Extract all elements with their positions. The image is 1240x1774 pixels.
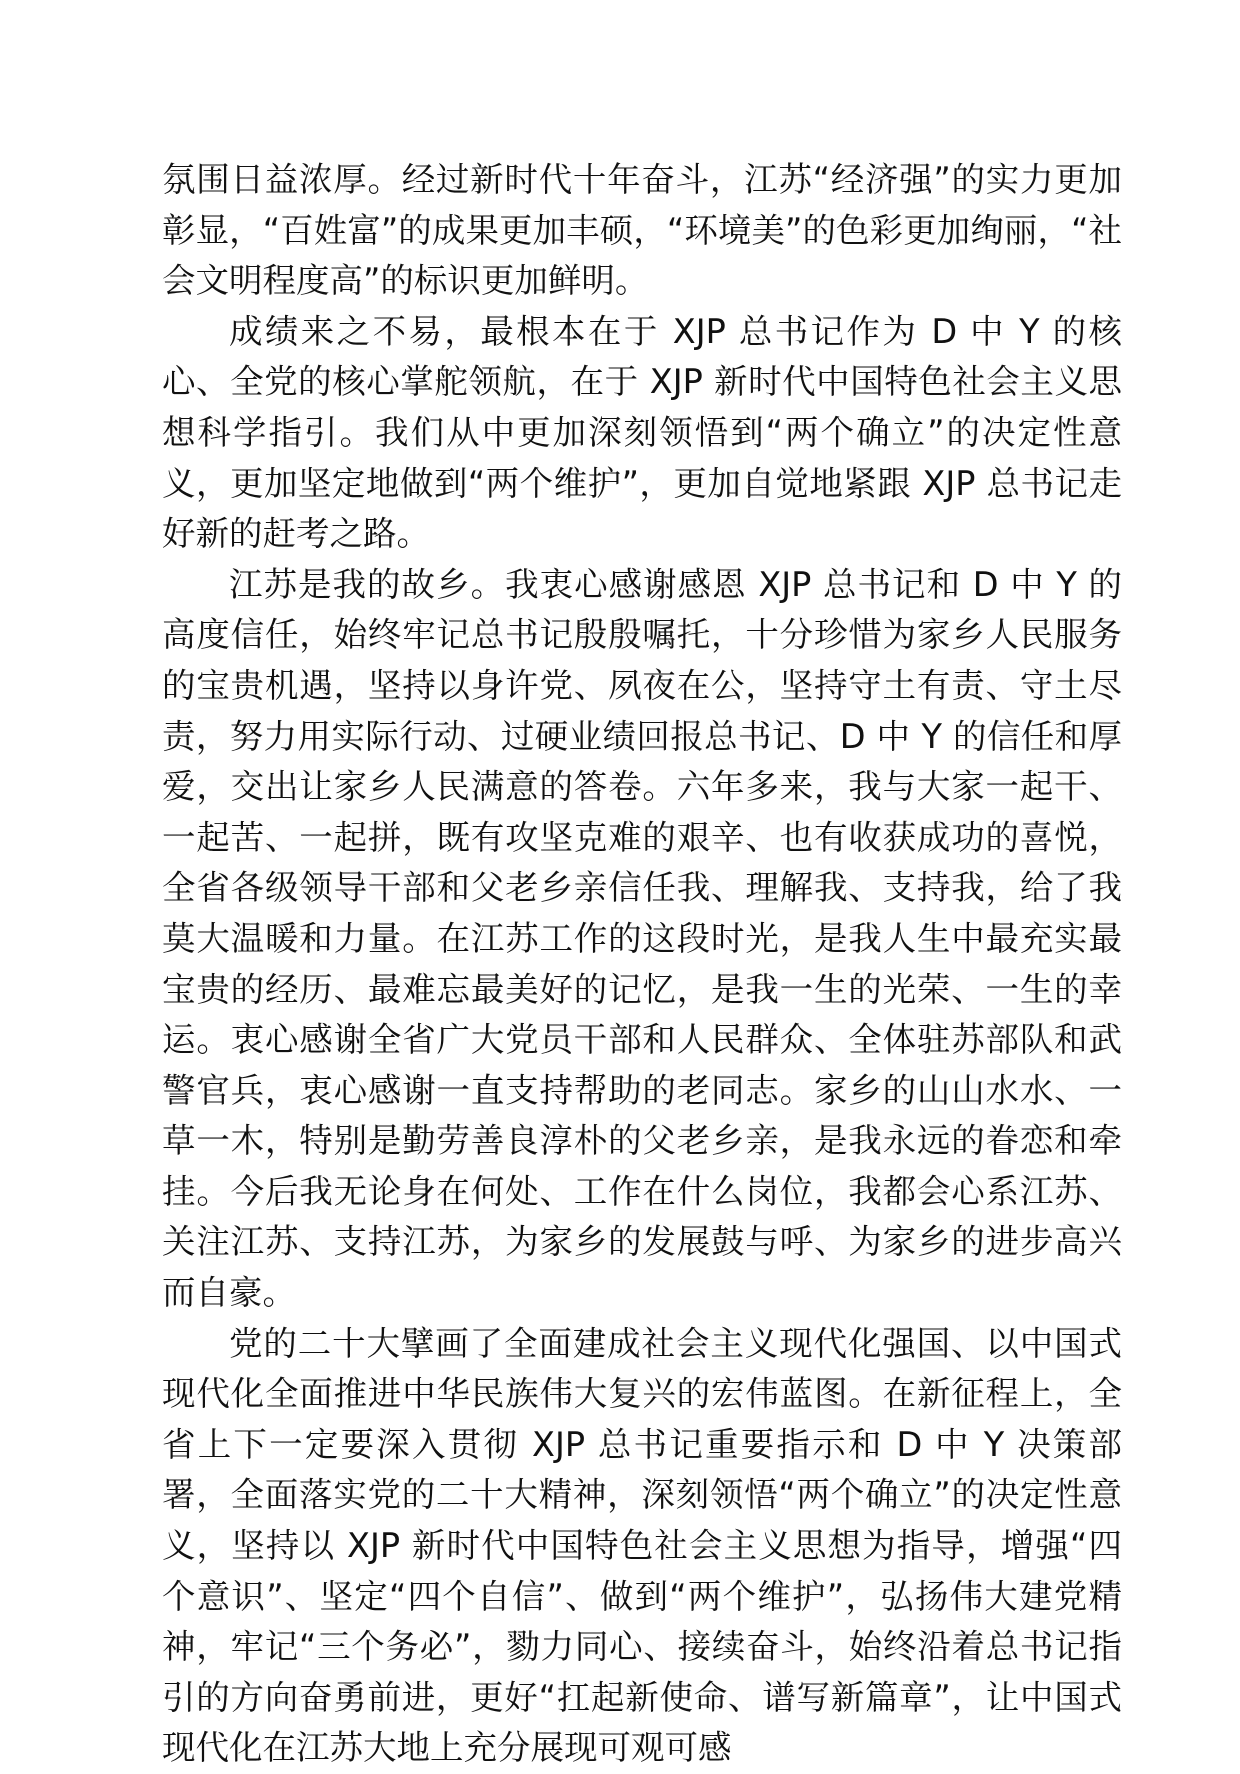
paragraph-continuation: 氛围日益浓厚。经过新时代十年奋斗，江苏“经济强”的实力更加彰显，“百姓富”的成果更加丰硕，“环境美”的色彩更加绚丽，“社会文明程度高”的标识更加鲜明。	[162, 160, 1122, 301]
paragraph-new-journey: 党的二十大擘画了全面建成社会主义现代化强国、以中国式现代化全面推进中华民族伟大复兴的宏伟蓝图。在新征程上，全省上下一定要深入贯彻 XJP 总书记重要指示和 D 中 Y 决策部署，全面落实党的二十大精神，深刻领悟“两个确立”的决定性意义，坚持以 XJP 新时代中国特色社会主义思想为指导，增强“四个意识”、坚定“四个自信”、做到“两个维护”，弘扬伟大建党精神，牢记“三个务必”，勠力同心、接续奋斗，始终沿着总书记指引的方向奋勇前进，更好“扛起新使命、谱写新篇章”，让中国式现代化在江苏大地上充分展现可观可感	[162, 1323, 1122, 1768]
document-body	[162, 155, 1122, 1774]
paragraph-hometown: 江苏是我的故乡。我衷心感谢感恩 XJP 总书记和 D 中 Y 的高度信任，始终牢记总书记殷殷嘱托，十分珍惜为家乡人民服务的宝贵机遇，坚持以身许党、夙夜在公，坚持守土有责、守土尽责，努力用实际行动、过硬业绩回报总书记、D 中 Y 的信任和厚爱，交出让家乡人民满意的答卷。六年多来，我与大家一起干、一起苦、一起拼，既有攻坚克难的艰辛、也有收获成功的喜悦，全省各级领导干部和父老乡亲信任我、理解我、支持我，给了我莫大温暖和力量。在江苏工作的这段时光，是我人生中最充实最宝贵的经历、最难忘最美好的记忆，是我一生的光荣、一生的幸运。衷心感谢全省广大党员干部和人民群众、全体驻苏部队和武警官兵，衷心感谢一直支持帮助的老同志。家乡的山山水水、一草一木，特别是勤劳善良淳朴的父老乡亲，是我永远的眷恋和牵挂。今后我无论身在何处、工作在什么岗位，我都会心系江苏、关注江苏、支持江苏，为家乡的发展鼓与呼、为家乡的进步高兴而自豪。	[162, 564, 1122, 1313]
paragraph-achievements: 成绩来之不易，最根本在于 XJP 总书记作为 D 中 Y 的核心、全党的核心掌舵领航，在于 XJP 新时代中国特色社会主义思想科学指引。我们从中更加深刻领悟到“两个确立”的决定性意义，更加坚定地做到“两个维护”，更加自觉地紧跟 XJP 总书记走好新的赶考之路。	[162, 311, 1122, 554]
